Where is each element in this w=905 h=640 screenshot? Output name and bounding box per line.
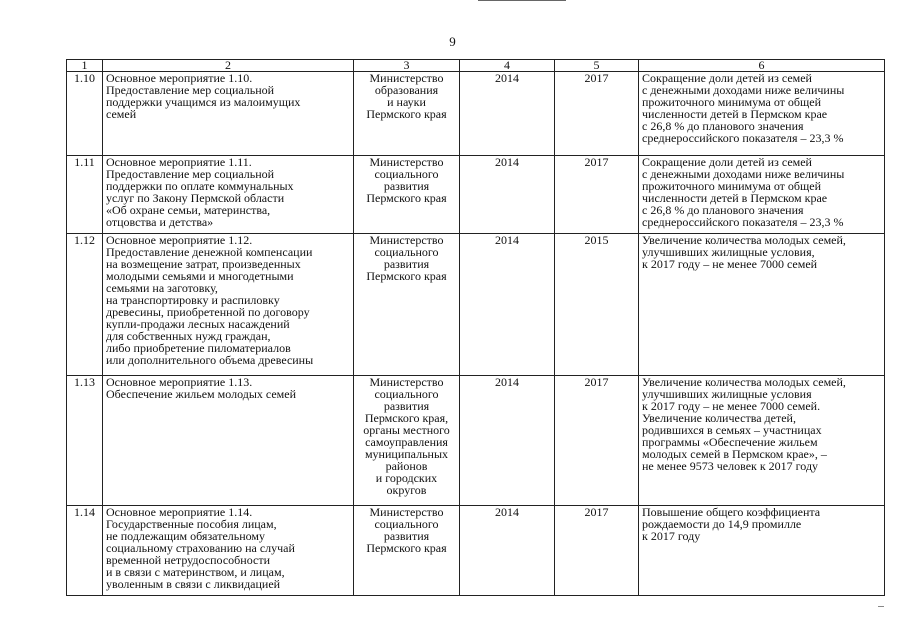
result-cell: Сокращение доли детей из семей с денежными доходами ниже величины прожиточного минимума от общей численности детей в Пермском крае с 26,8 % до планового значения среднероссийского показателя – 23,3 % xyxy=(639,156,885,234)
activity-cell: Основное мероприятие 1.13. Обеспечение жильем молодых семей xyxy=(103,376,354,506)
result-cell: Повышение общего коэффициента рождаемости до 14,9 промилле к 2017 году xyxy=(639,506,885,596)
column-header-2: 2 xyxy=(103,60,354,72)
row-number: 1.11 xyxy=(67,156,103,234)
activity-cell: Основное мероприятие 1.12. Предоставление денежной компенсации на возмещение затрат, произведенных молодыми семьями и многодетными семьями на заготовку, на транспортировку и распиловку древесины, приобретенной по договору купли-продажи лесных насаждений для собственных нужд граждан, либо приобретение пиломатериалов или дополнительного объема древесины xyxy=(103,234,354,376)
activity-cell: Основное мероприятие 1.10. Предоставление мер социальной поддержки учащимся из малоимущих семей xyxy=(103,72,354,156)
margin-mark xyxy=(878,606,884,607)
column-header-6: 6 xyxy=(639,60,885,72)
start-year-cell: 2014 xyxy=(460,376,555,506)
row-number: 1.13 xyxy=(67,376,103,506)
end-year-cell: 2017 xyxy=(555,156,639,234)
page-number: 9 xyxy=(449,34,456,49)
table-row xyxy=(67,506,885,596)
row-number: 1.14 xyxy=(67,506,103,596)
result-cell: Сокращение доли детей из семей с денежными доходами ниже величины прожиточного минимума от общей численности детей в Пермском крае с 26,8 % до планового значения среднероссийского показателя – 23,3 % xyxy=(639,72,885,156)
start-year-cell: 2014 xyxy=(460,234,555,376)
executor-cell: Министерство социального развития Пермского края, органы местного самоуправления муниципальных районов и городских округов xyxy=(354,376,460,506)
result-cell: Увеличение количества молодых семей, улучшивших жилищные условия к 2017 году – не менее 7000 семей. Увеличение количества детей, родившихся в семьях – участницах программы «Обеспечение жильем молодых семей в Пермском крае», – не менее 9573 человек к 2017 году xyxy=(639,376,885,506)
column-header-1: 1 xyxy=(67,60,103,72)
end-year-cell: 2017 xyxy=(555,506,639,596)
column-header-4: 4 xyxy=(460,60,555,72)
start-year-cell: 2014 xyxy=(460,156,555,234)
end-year-cell: 2017 xyxy=(555,72,639,156)
activity-cell: Основное мероприятие 1.11. Предоставление мер социальной поддержки по оплате коммунальных услуг по Закону Пермской области «Об охране семьи, материнства, отцовства и детства» xyxy=(103,156,354,234)
table-row xyxy=(67,156,885,234)
column-header-5: 5 xyxy=(555,60,639,72)
activity-cell: Основное мероприятие 1.14. Государственные пособия лицам, не подлежащим обязательному социальному страхованию на случай временной нетрудоспособности и в связи с материнством, и лицам, уволенным в связи с ликвидацией xyxy=(103,506,354,596)
executor-cell: Министерство социального развития Пермского края xyxy=(354,156,460,234)
end-year-cell: 2017 xyxy=(555,376,639,506)
header-row xyxy=(67,60,885,72)
top-rule xyxy=(478,0,566,1)
end-year-cell: 2015 xyxy=(555,234,639,376)
measures-table xyxy=(66,59,885,596)
executor-cell: Министерство образования и науки Пермского края xyxy=(354,72,460,156)
row-number: 1.12 xyxy=(67,234,103,376)
column-header-3: 3 xyxy=(354,60,460,72)
table-row xyxy=(67,234,885,376)
executor-cell: Министерство социального развития Пермского края xyxy=(354,506,460,596)
start-year-cell: 2014 xyxy=(460,72,555,156)
row-number: 1.10 xyxy=(67,72,103,156)
table-row xyxy=(67,72,885,156)
start-year-cell: 2014 xyxy=(460,506,555,596)
executor-cell: Министерство социального развития Пермского края xyxy=(354,234,460,376)
table-row xyxy=(67,376,885,506)
result-cell: Увеличение количества молодых семей, улучшивших жилищные условия, к 2017 году – не менее 7000 семей xyxy=(639,234,885,376)
